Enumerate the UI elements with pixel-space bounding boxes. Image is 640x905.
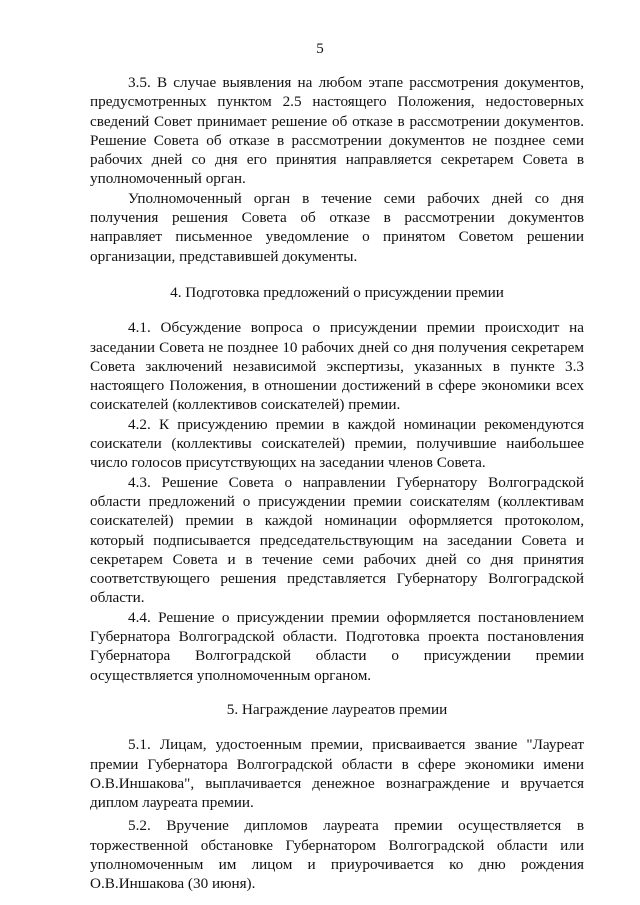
page-number: 5 [316,41,324,57]
paragraph-4-3: 4.3. Решение Совета о направлении Губернатору Волгоградской области предложений о присуждении премии соискателям (коллективам соискателей) премии в каждой номинации оформляется протоколом, который подписывается председательствующим на заседании Совета и секретарем Совета и в течение семи рабочих дней со дня принятия соответствующего решения представляется Губернатору Волгоградской области. [90,473,584,607]
paragraph-4-2: 4.2. К присуждению премии в каждой номинации рекомендуются соискатели (коллективы соискателей) премии, получившие наибольшее число голосов присутствующих на заседании членов Совета. [90,415,584,472]
paragraph-3-5-continuation: Уполномоченный орган в течение семи рабочих дней со дня получения решения Совета об отказе в рассмотрении документов направляет письменное уведомление о принятом Советом решении организации, представившей документы. [90,189,584,265]
paragraph-5-2: 5.2. Вручение дипломов лауреата премии осуществляется в торжественной обстановке Губернатором Волгоградской области или уполномоченным им лицом и приурочивается ко дню рождения О.В.Иншакова (30 июня). [90,817,584,893]
section-heading-5: 5. Награждение лауреатов премии [226,700,448,718]
section-heading-4: 4. Подготовка предложений о присуждении премии [170,283,504,301]
paragraph-5-1: 5.1. Лицам, удостоенным премии, присваивается звание "Лауреат премии Губернатора Волгоградской области в сфере экономики имени О.В.Иншакова", выплачивается денежное вознаграждение и вручается диплом лауреата премии. [90,736,584,812]
paragraph-4-4: 4.4. Решение о присуждении премии оформляется постановлением Губернатора Волгоградской области. Подготовка проекта постановления Губернатора Волгоградской области о присуждении премии осуществляется уполномоченным органом. [90,608,584,684]
document-body [90,73,584,894]
paragraph-3-5: 3.5. В случае выявления на любом этапе рассмотрения документов, предусмотренных пунктом 2.5 настоящего Положения, недостоверных сведений Совет принимает решение об отказе в рассмотрении документов. Решение Совета об отказе в рассмотрении документов не позднее семи рабочих дней со дня его принятия направляется секретарем Совета в уполномоченный орган. [90,74,584,188]
paragraph-4-1: 4.1. Обсуждение вопроса о присуждении премии происходит на заседании Совета не позднее 10 рабочих дней со дня получения секретарем Совета заключений независимой экспертизы, указанных в пункте 3.3 настоящего Положения, в отношении достижений в сфере экономики всех соискателей (коллективов соискателей) премии. [90,319,584,414]
